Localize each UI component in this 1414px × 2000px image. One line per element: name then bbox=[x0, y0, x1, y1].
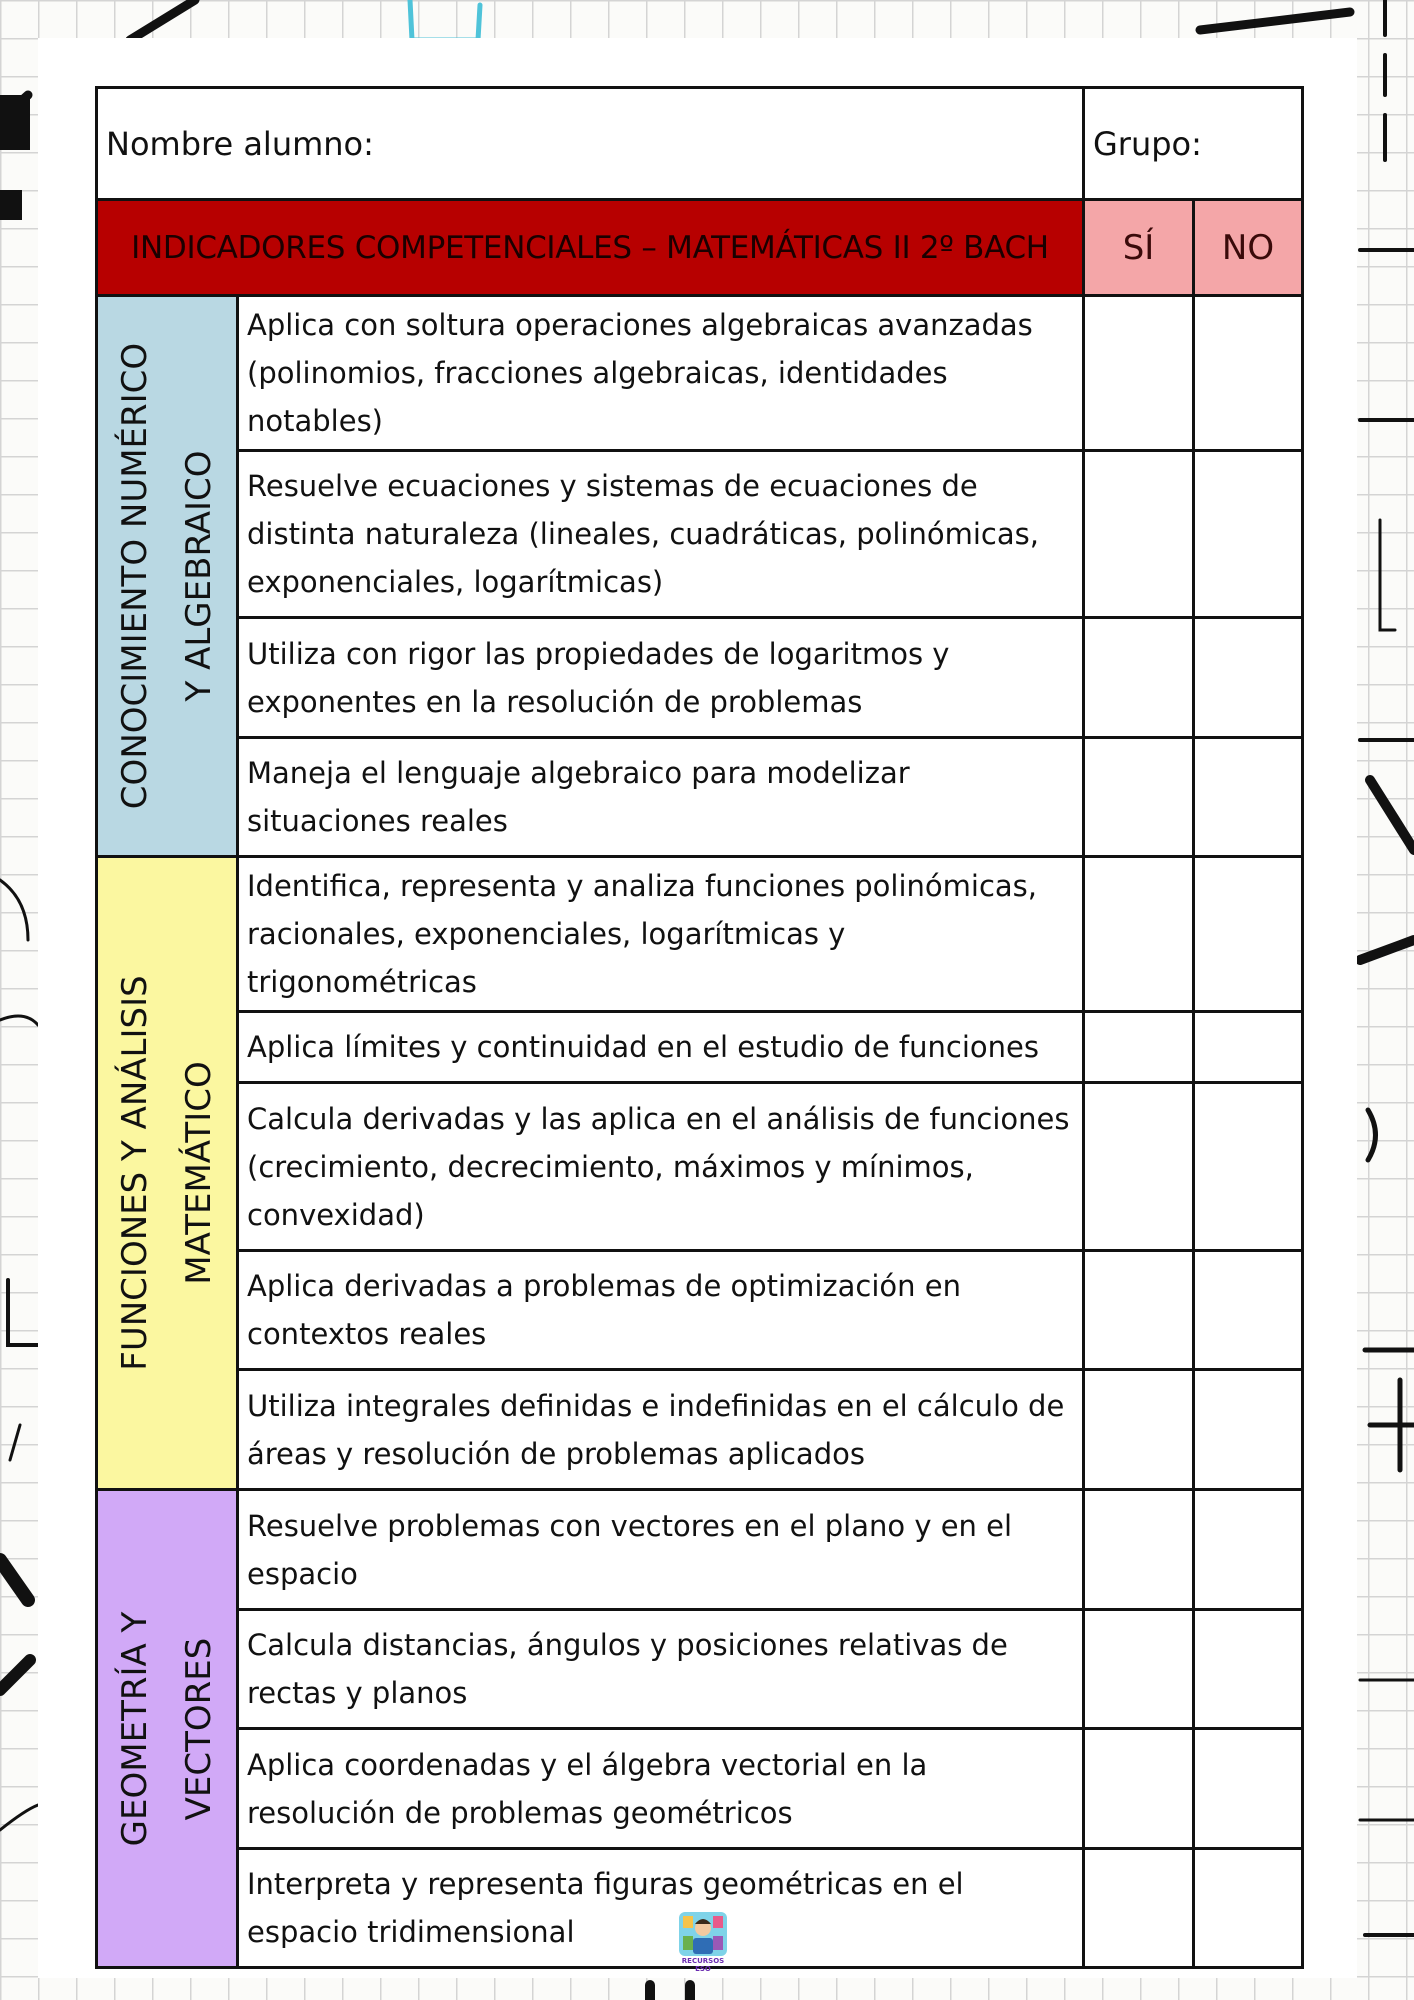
indicator-row bbox=[97, 857, 1303, 1012]
category-title-line1: FUNCIONES Y ANÁLISIS bbox=[115, 975, 155, 1371]
no-checkbox-cell[interactable] bbox=[1194, 1251, 1303, 1370]
no-checkbox-cell[interactable] bbox=[1194, 1490, 1303, 1610]
category-title-line1: CONOCIMIENTO NUMÉRICO bbox=[115, 342, 155, 810]
indicator-text: Resuelve problemas con vectores en el plano y en el espacio bbox=[238, 1490, 1084, 1610]
indicator-row bbox=[97, 296, 1303, 451]
indicator-row bbox=[97, 1490, 1303, 1610]
category-title-line2: VECTORES bbox=[179, 1637, 219, 1820]
category-functions-analysis bbox=[97, 857, 238, 1490]
indicator-row bbox=[97, 1012, 1303, 1083]
yes-checkbox-cell[interactable] bbox=[1084, 1849, 1194, 1968]
no-checkbox-cell[interactable] bbox=[1194, 738, 1303, 857]
yes-checkbox-cell[interactable] bbox=[1084, 1370, 1194, 1490]
logo-text-top: RECURSOS bbox=[681, 1957, 725, 1965]
worksheet bbox=[38, 38, 1357, 1978]
no-checkbox-cell[interactable] bbox=[1194, 451, 1303, 618]
indicator-text: Calcula distancias, ángulos y posiciones relativas de rectas y planos bbox=[238, 1610, 1084, 1729]
indicator-text: Utiliza con rigor las propiedades de logaritmos y exponentes en la resolución de problemas bbox=[238, 618, 1084, 738]
indicator-row bbox=[97, 738, 1303, 857]
no-checkbox-cell[interactable] bbox=[1194, 857, 1303, 1012]
yes-column-header: SÍ bbox=[1084, 200, 1194, 296]
recursos-eso-logo bbox=[677, 1910, 729, 1972]
yes-checkbox-cell[interactable] bbox=[1084, 1012, 1194, 1083]
yes-checkbox-cell[interactable] bbox=[1084, 1610, 1194, 1729]
indicator-text: Resuelve ecuaciones y sistemas de ecuaciones de distinta naturaleza (lineales, cuadráticas, polinómicas, exponenciales, logarítmicas) bbox=[238, 451, 1084, 618]
indicator-row bbox=[97, 1083, 1303, 1251]
category-title-line2: MATEMÁTICO bbox=[179, 1061, 219, 1285]
yes-checkbox-cell[interactable] bbox=[1084, 1490, 1194, 1610]
indicator-row bbox=[97, 1610, 1303, 1729]
no-checkbox-cell[interactable] bbox=[1194, 1083, 1303, 1251]
indicator-text: Identifica, representa y analiza funciones polinómicas, racionales, exponenciales, logarítmicas y trigonométricas bbox=[238, 857, 1084, 1012]
rubric-title: INDICADORES COMPETENCIALES – MATEMÁTICAS II 2º BACH bbox=[97, 200, 1084, 296]
indicator-text: Maneja el lenguaje algebraico para modelizar situaciones reales bbox=[238, 738, 1084, 857]
yes-checkbox-cell[interactable] bbox=[1084, 738, 1194, 857]
table-header-row bbox=[97, 200, 1303, 296]
indicator-text: Utiliza integrales definidas e indefinidas en el cálculo de áreas y resolución de problemas aplicados bbox=[238, 1370, 1084, 1490]
yes-checkbox-cell[interactable] bbox=[1084, 1251, 1194, 1370]
yes-checkbox-cell[interactable] bbox=[1084, 857, 1194, 1012]
category-title-line2: Y ALGEBRAICO bbox=[179, 450, 219, 702]
indicator-row bbox=[97, 1370, 1303, 1490]
yes-checkbox-cell[interactable] bbox=[1084, 1083, 1194, 1251]
indicator-row bbox=[97, 1729, 1303, 1849]
student-name-field[interactable] bbox=[97, 88, 1084, 200]
yes-checkbox-cell[interactable] bbox=[1084, 618, 1194, 738]
no-checkbox-cell[interactable] bbox=[1194, 1012, 1303, 1083]
no-checkbox-cell[interactable] bbox=[1194, 1610, 1303, 1729]
rubric-table bbox=[95, 86, 1304, 1969]
student-name-label: Nombre alumno: bbox=[106, 124, 374, 163]
logo-text-bottom: ESO bbox=[695, 1965, 711, 1972]
category-numeric-algebraic bbox=[97, 296, 238, 857]
yes-checkbox-cell[interactable] bbox=[1084, 451, 1194, 618]
no-checkbox-cell[interactable] bbox=[1194, 1849, 1303, 1968]
student-info-row bbox=[97, 88, 1303, 200]
yes-checkbox-cell[interactable] bbox=[1084, 296, 1194, 451]
no-checkbox-cell[interactable] bbox=[1194, 618, 1303, 738]
no-checkbox-cell[interactable] bbox=[1194, 1729, 1303, 1849]
yes-checkbox-cell[interactable] bbox=[1084, 1729, 1194, 1849]
indicator-text: Aplica derivadas a problemas de optimización en contextos reales bbox=[238, 1251, 1084, 1370]
indicator-row bbox=[97, 1251, 1303, 1370]
indicator-text: Aplica con soltura operaciones algebraicas avanzadas (polinomios, fracciones algebraicas, identidades notables) bbox=[238, 296, 1084, 451]
indicator-text: Calcula derivadas y las aplica en el análisis de funciones (crecimiento, decrecimiento, máximos y mínimos, convexidad) bbox=[238, 1083, 1084, 1251]
group-label: Grupo: bbox=[1093, 124, 1202, 163]
indicator-row bbox=[97, 451, 1303, 618]
group-field[interactable] bbox=[1084, 88, 1303, 200]
no-checkbox-cell[interactable] bbox=[1194, 1370, 1303, 1490]
no-checkbox-cell[interactable] bbox=[1194, 296, 1303, 451]
indicator-text: Interpreta y representa figuras geométricas en el espacio tridimensional bbox=[238, 1849, 1084, 1968]
indicator-text: Aplica límites y continuidad en el estudio de funciones bbox=[238, 1012, 1084, 1083]
indicator-text: Aplica coordenadas y el álgebra vectorial en la resolución de problemas geométricos bbox=[238, 1729, 1084, 1849]
category-title-line1: GEOMETRÍA Y bbox=[115, 1611, 155, 1846]
indicator-row bbox=[97, 618, 1303, 738]
no-column-header: NO bbox=[1194, 200, 1303, 296]
category-geometry-vectors bbox=[97, 1490, 238, 1968]
